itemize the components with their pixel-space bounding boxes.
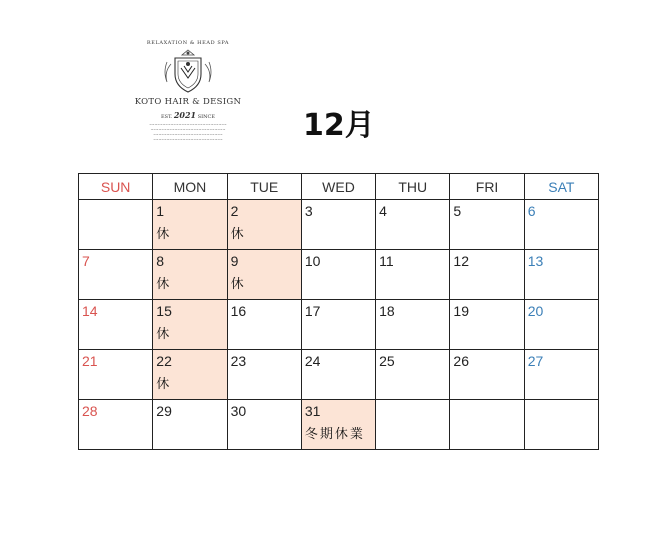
day-number: 3 <box>304 203 313 219</box>
calendar-day-cell <box>301 350 375 400</box>
day-number: 2 <box>230 203 239 219</box>
closed-note: 休 <box>156 227 170 242</box>
calendar-table <box>78 173 599 450</box>
closed-note: 冬期休業 <box>304 427 365 442</box>
day-number: 12 <box>453 253 469 269</box>
day-number <box>376 400 449 423</box>
day-number: 8 <box>156 253 165 269</box>
calendar-day-cell <box>227 300 301 350</box>
calendar-day-cell <box>376 200 450 250</box>
weekday-header-sat: SAT <box>524 174 598 200</box>
logo-est-line: EST. 2021 SINCE <box>161 110 215 120</box>
day-number <box>79 200 152 223</box>
calendar-week-row <box>79 300 599 350</box>
calendar-week-row <box>79 400 599 450</box>
salon-logo <box>128 38 248 156</box>
calendar-day-cell-closed <box>227 200 301 250</box>
day-number: 25 <box>379 353 395 369</box>
closed-note: 休 <box>156 277 170 292</box>
day-number: 7 <box>82 253 90 269</box>
weekday-header-thu: THU <box>376 174 450 200</box>
weekday-header-row <box>79 174 599 200</box>
weekday-header-fri: FRI <box>450 174 524 200</box>
day-number: 9 <box>230 253 239 269</box>
calendar-day-cell <box>79 250 153 300</box>
calendar-day-cell <box>450 250 524 300</box>
calendar-day-cell <box>79 350 153 400</box>
calendar-day-cell <box>79 400 153 450</box>
calendar-day-cell <box>79 300 153 350</box>
day-number: 1 <box>156 203 165 219</box>
day-number: 16 <box>230 303 247 319</box>
calendar-day-cell <box>524 400 598 450</box>
calendar-day-cell <box>153 400 227 450</box>
day-number: 23 <box>230 353 247 369</box>
day-number: 18 <box>379 303 395 319</box>
day-number: 22 <box>156 353 172 369</box>
calendar-day-cell <box>301 200 375 250</box>
calendar-day-cell <box>524 300 598 350</box>
day-number: 14 <box>82 303 98 319</box>
logo-arc-text: RELAXATION & HEAD SPA <box>146 40 230 46</box>
calendar-day-cell <box>301 300 375 350</box>
day-number: 28 <box>82 403 98 419</box>
calendar-day-cell <box>524 250 598 300</box>
calendar-day-cell-closed <box>153 200 227 250</box>
day-number: 29 <box>156 403 172 419</box>
day-number <box>525 400 598 423</box>
weekday-header-mon: MON <box>153 174 227 200</box>
day-number: 13 <box>527 253 544 269</box>
closed-note: 休 <box>230 277 244 292</box>
calendar-day-cell <box>376 250 450 300</box>
day-number: 4 <box>379 203 387 219</box>
calendar-day-cell-closed <box>301 400 375 450</box>
calendar-day-cell <box>450 350 524 400</box>
calendar-day-cell <box>227 350 301 400</box>
logo-script-decoration: ~~~~~~~~~~~~~~~~~~~~~~~~~~~~~ ~~~~~~~~~~~~~~~~~~~~~~~~~~~~ ~~~~~~~~~~~~~~~~~~~~~~~~~~ ~~~~~~~~~~~~~~~~~~~~~~~~~~ <box>149 123 227 142</box>
closed-note: 休 <box>156 377 170 392</box>
day-number: 17 <box>304 303 321 319</box>
calendar-day-cell <box>227 400 301 450</box>
calendar-day-cell-closed <box>153 300 227 350</box>
calendar-day-cell-closed <box>227 250 301 300</box>
crest-emblem-icon <box>161 48 215 96</box>
weekday-header-tue: TUE <box>227 174 301 200</box>
day-number: 10 <box>304 253 321 269</box>
day-number: 5 <box>453 203 462 219</box>
weekday-header-sun: SUN <box>79 174 153 200</box>
weekday-header-wed: WED <box>301 174 375 200</box>
calendar-week-row <box>79 200 599 250</box>
calendar-day-cell <box>450 300 524 350</box>
calendar-day-cell <box>524 350 598 400</box>
closed-note: 休 <box>156 327 170 342</box>
day-number: 20 <box>527 303 544 319</box>
calendar-week-row <box>79 350 599 400</box>
day-number: 26 <box>453 353 469 369</box>
day-number: 19 <box>453 303 469 319</box>
day-number: 21 <box>82 353 98 369</box>
day-number: 6 <box>527 203 536 219</box>
calendar-day-cell <box>376 350 450 400</box>
month-title: 12月 <box>303 108 375 143</box>
calendar-day-cell <box>450 200 524 250</box>
day-number: 30 <box>230 403 247 419</box>
calendar-day-cell <box>376 400 450 450</box>
day-number <box>450 400 523 423</box>
logo-name: KOTO HAIR & DESIGN <box>134 97 242 107</box>
day-number: 31 <box>304 403 321 419</box>
calendar-day-cell <box>376 300 450 350</box>
calendar-week-row <box>79 250 599 300</box>
calendar-day-cell <box>301 250 375 300</box>
calendar-day-cell-closed <box>153 350 227 400</box>
calendar-day-cell <box>450 400 524 450</box>
calendar-body <box>79 200 599 450</box>
calendar-day-cell <box>79 200 153 250</box>
closed-note: 休 <box>230 227 244 242</box>
calendar-day-cell-closed <box>153 250 227 300</box>
day-number: 24 <box>304 353 321 369</box>
day-number: 15 <box>156 303 172 319</box>
day-number: 11 <box>379 253 394 269</box>
day-number: 27 <box>527 353 544 369</box>
calendar-day-cell <box>524 200 598 250</box>
